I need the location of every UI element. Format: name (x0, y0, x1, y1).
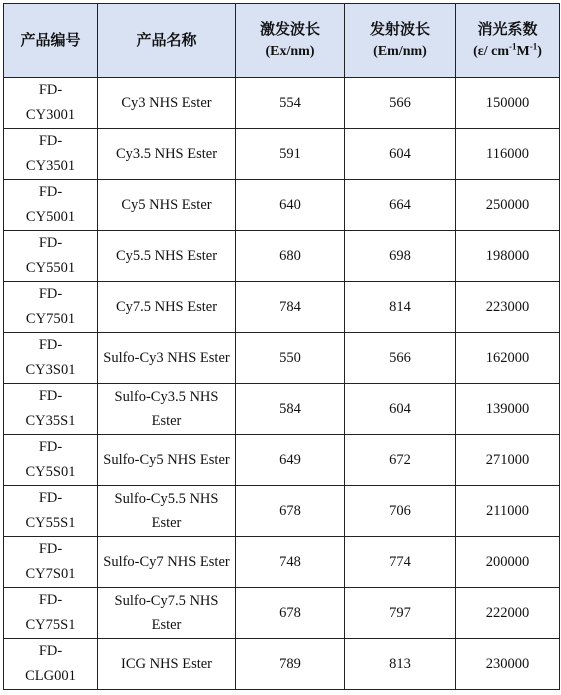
product-code-cell (4, 537, 98, 588)
extinction-cell: 250000 (456, 180, 560, 231)
product-code-cell (4, 384, 98, 435)
product-name-cell: Sulfo-Cy7.5 NHS Ester (98, 588, 236, 639)
header-emission (345, 4, 456, 78)
product-code-suffix: CY35S1 (25, 413, 76, 429)
table-row (4, 282, 560, 333)
excitation-cell: 784 (236, 282, 345, 333)
header-row (4, 4, 560, 78)
header-extinction-title: 消光系数 (477, 21, 538, 38)
header-emission-title: 发射波长 (369, 21, 430, 38)
extinction-cell: 200000 (456, 537, 560, 588)
extinction-cell: 222000 (456, 588, 560, 639)
product-code-cell (4, 435, 98, 486)
table-body (4, 78, 560, 690)
extinction-unit-sup2: -1 (529, 40, 538, 51)
extinction-cell: 150000 (456, 78, 560, 129)
table-row (4, 78, 560, 129)
product-code-prefix: FD- (38, 133, 63, 149)
product-code-suffix: CY75S1 (25, 617, 76, 633)
header-product-code: 产品编号 (4, 4, 98, 78)
product-code-cell (4, 639, 98, 690)
emission-cell: 566 (345, 78, 456, 129)
emission-cell: 706 (345, 486, 456, 537)
product-name-cell: Sulfo-Cy7 NHS Ester (98, 537, 236, 588)
product-code-cell (4, 180, 98, 231)
emission-cell: 797 (345, 588, 456, 639)
product-code-prefix: FD- (38, 184, 63, 200)
extinction-cell: 198000 (456, 231, 560, 282)
excitation-cell: 584 (236, 384, 345, 435)
product-code-prefix: FD- (38, 490, 63, 506)
header-emission-unit: (Em/nm) (373, 43, 427, 59)
extinction-cell: 116000 (456, 129, 560, 180)
table-row (4, 639, 560, 690)
product-code-cell (4, 333, 98, 384)
excitation-cell: 789 (236, 639, 345, 690)
header-extinction (456, 4, 560, 78)
extinction-unit-part3: ) (537, 43, 542, 59)
product-name-cell: Sulfo-Cy3.5 NHS Ester (98, 384, 236, 435)
header-product-name: 产品名称 (98, 4, 236, 78)
product-code-suffix: CY5001 (25, 209, 76, 225)
product-code-suffix: CY7S01 (25, 566, 76, 582)
product-code-suffix: CY3S01 (25, 362, 76, 378)
header-excitation (236, 4, 345, 78)
product-code-suffix: CY3501 (25, 158, 76, 174)
product-code-prefix: FD- (38, 235, 63, 251)
product-code-suffix: CY3001 (25, 107, 76, 123)
product-code-cell (4, 486, 98, 537)
extinction-cell: 230000 (456, 639, 560, 690)
product-code-prefix: FD- (38, 439, 63, 455)
product-name-cell: Cy3.5 NHS Ester (98, 129, 236, 180)
dye-spec-table (3, 3, 560, 690)
product-code-suffix: CY5501 (25, 260, 76, 276)
emission-cell: 774 (345, 537, 456, 588)
emission-cell: 672 (345, 435, 456, 486)
table-row (4, 231, 560, 282)
table-row (4, 588, 560, 639)
excitation-cell: 678 (236, 588, 345, 639)
product-code-prefix: FD- (38, 82, 63, 98)
header-excitation-title: 激发波长 (259, 21, 320, 38)
header-extinction-unit (459, 41, 556, 63)
emission-cell: 814 (345, 282, 456, 333)
product-code-cell (4, 78, 98, 129)
table-row (4, 537, 560, 588)
product-code-prefix: FD- (38, 388, 63, 404)
extinction-cell: 223000 (456, 282, 560, 333)
product-name-cell: Cy5 NHS Ester (98, 180, 236, 231)
product-name-cell: ICG NHS Ester (98, 639, 236, 690)
product-code-suffix: CLG001 (25, 668, 76, 684)
extinction-cell: 271000 (456, 435, 560, 486)
product-code-suffix: CY55S1 (25, 515, 76, 531)
table-row (4, 384, 560, 435)
emission-cell: 698 (345, 231, 456, 282)
extinction-cell: 139000 (456, 384, 560, 435)
header-excitation-unit: (Ex/nm) (265, 43, 315, 59)
product-code-prefix: FD- (38, 643, 63, 659)
extinction-unit-sup1: -1 (509, 40, 517, 51)
table-row (4, 486, 560, 537)
product-code-prefix: FD- (38, 541, 63, 557)
emission-cell: 664 (345, 180, 456, 231)
emission-cell: 813 (345, 639, 456, 690)
emission-cell: 604 (345, 384, 456, 435)
product-code-prefix: FD- (38, 337, 63, 353)
excitation-cell: 554 (236, 78, 345, 129)
product-code-cell (4, 282, 98, 333)
table-header (4, 4, 560, 78)
excitation-cell: 680 (236, 231, 345, 282)
product-name-cell: Cy5.5 NHS Ester (98, 231, 236, 282)
extinction-unit-part1: (ε/ cm (473, 43, 510, 59)
product-code-cell (4, 588, 98, 639)
product-code-prefix: FD- (38, 286, 63, 302)
excitation-cell: 678 (236, 486, 345, 537)
product-name-cell: Sulfo-Cy5.5 NHS Ester (98, 486, 236, 537)
product-name-cell: Cy7.5 NHS Ester (98, 282, 236, 333)
excitation-cell: 748 (236, 537, 345, 588)
excitation-cell: 649 (236, 435, 345, 486)
product-code-suffix: CY5S01 (25, 464, 76, 480)
product-name-cell: Sulfo-Cy5 NHS Ester (98, 435, 236, 486)
extinction-unit-part2: M (516, 43, 530, 59)
excitation-cell: 591 (236, 129, 345, 180)
product-name-cell: Cy3 NHS Ester (98, 78, 236, 129)
product-code-suffix: CY7501 (25, 311, 76, 327)
table-row (4, 180, 560, 231)
extinction-cell: 211000 (456, 486, 560, 537)
emission-cell: 604 (345, 129, 456, 180)
extinction-cell: 162000 (456, 333, 560, 384)
product-code-cell (4, 129, 98, 180)
product-code-cell (4, 231, 98, 282)
product-name-cell: Sulfo-Cy3 NHS Ester (98, 333, 236, 384)
table-row (4, 129, 560, 180)
excitation-cell: 640 (236, 180, 345, 231)
emission-cell: 566 (345, 333, 456, 384)
product-code-prefix: FD- (38, 592, 63, 608)
table-row (4, 435, 560, 486)
excitation-cell: 550 (236, 333, 345, 384)
table-row (4, 333, 560, 384)
